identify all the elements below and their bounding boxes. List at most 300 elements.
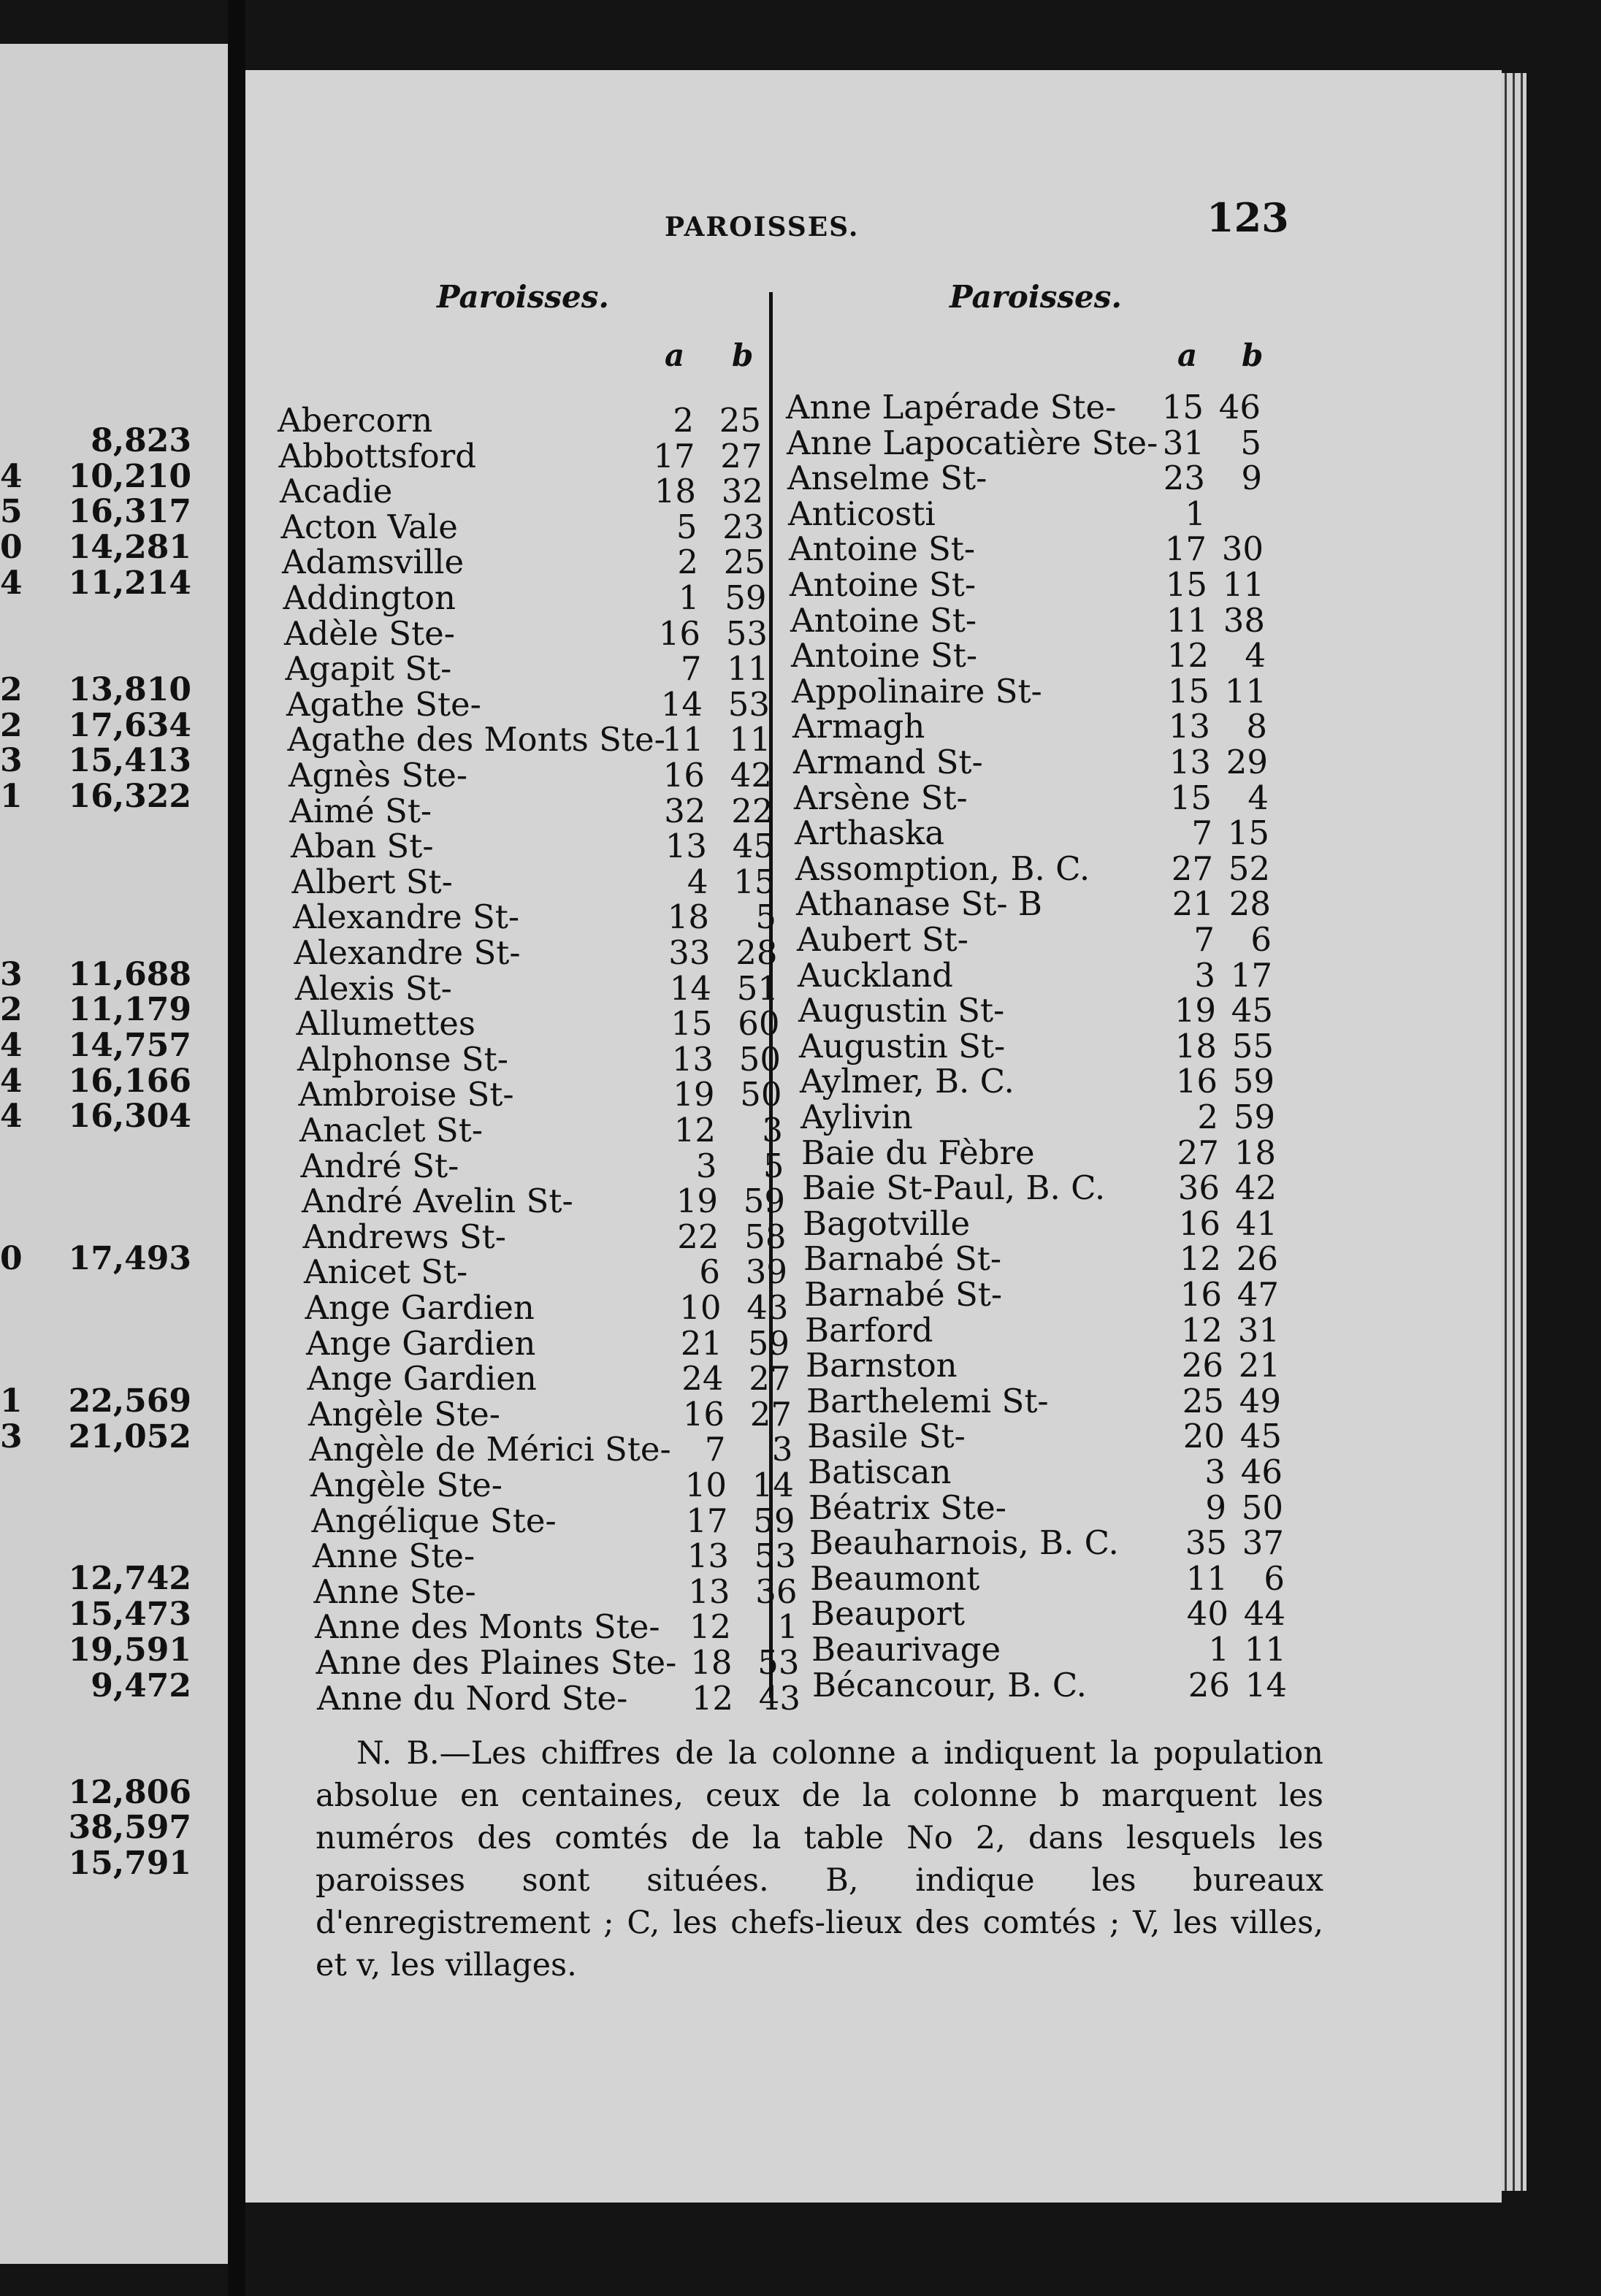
left-page-value: 12,742	[68, 1560, 191, 1598]
parish-row	[313, 1539, 817, 1574]
county-number-b: 60	[738, 1004, 780, 1044]
parish-row	[806, 1348, 1331, 1383]
parish-name: Abercorn	[278, 401, 433, 440]
right-col-a-header: a	[1177, 337, 1198, 373]
county-number-b: 36	[755, 1572, 798, 1611]
parish-row	[803, 1206, 1329, 1241]
parish-name: Antoine St-	[790, 565, 977, 604]
left-page-value: 11,688	[68, 955, 191, 993]
parish-row	[282, 545, 786, 580]
left-page-row	[0, 779, 191, 814]
left-page-value: 17,634	[68, 706, 191, 744]
left-page-row	[0, 1099, 191, 1134]
parish-row	[299, 1113, 803, 1148]
county-number-b: 15	[1227, 814, 1269, 853]
parish-row	[793, 745, 1319, 780]
population-a: 21	[680, 1323, 722, 1363]
left-page-stub: 2	[0, 991, 23, 1029]
population-a: 33	[668, 933, 711, 972]
parish-name: Ange Gardien	[305, 1288, 535, 1327]
county-number-b: 51	[736, 968, 779, 1008]
parish-row	[288, 722, 792, 757]
parish-name: Angélique Ste-	[311, 1501, 557, 1540]
county-number-b: 27	[720, 436, 763, 475]
population-a: 23	[1163, 459, 1205, 498]
county-number-b: 46	[1218, 388, 1261, 426]
population-a: 9	[1205, 1488, 1226, 1527]
parish-name: Aylivin	[800, 1098, 913, 1136]
county-number-b: 23	[722, 507, 765, 546]
parish-row	[304, 1252, 808, 1292]
parish-row	[280, 474, 784, 509]
parish-row	[286, 684, 790, 724]
left-page-value: 19,591	[68, 1631, 191, 1669]
parish-row	[311, 1501, 816, 1540]
population-a: 26	[1188, 1665, 1230, 1704]
population-a: 19	[673, 1075, 715, 1114]
parish-name: Barthelemi St-	[806, 1381, 1049, 1420]
left-column-heading: Paroisses.	[437, 279, 610, 315]
left-page-row	[0, 1135, 191, 1170]
parish-row	[296, 1004, 800, 1044]
county-number-b: 59	[1233, 1098, 1275, 1136]
population-a: 21	[1172, 884, 1214, 924]
county-number-b: 53	[754, 1537, 796, 1576]
county-number-b: 11	[1244, 1630, 1286, 1669]
parish-name: André Avelin St-	[302, 1182, 573, 1221]
county-number-b: 37	[1242, 1523, 1284, 1563]
county-number-b: 39	[745, 1252, 787, 1292]
parish-name: Aimé St-	[289, 791, 432, 830]
county-number-b: 59	[753, 1501, 795, 1540]
parish-row	[809, 1523, 1335, 1563]
parish-row	[294, 935, 798, 971]
left-page-value: 13,810	[68, 670, 191, 708]
population-a: 20	[1182, 1417, 1225, 1456]
parish-name: Albert St-	[291, 862, 453, 901]
parish-name: Alexis St-	[295, 968, 452, 1008]
population-a: 16	[1178, 1204, 1220, 1243]
parish-name: Béatrix Ste-	[809, 1488, 1006, 1527]
left-page-row	[0, 1491, 191, 1526]
population-a: 12	[673, 1111, 716, 1149]
left-page-value: 21,052	[68, 1417, 191, 1455]
left-page-row	[0, 708, 191, 743]
parish-name: Barnabé St-	[804, 1275, 1003, 1314]
population-a: 2	[673, 401, 694, 440]
left-page-row	[0, 1171, 191, 1206]
county-number-b: 58	[744, 1217, 787, 1256]
county-number-b: 38	[1223, 600, 1265, 640]
left-page-row	[0, 1740, 191, 1775]
population-a: 5	[676, 507, 698, 546]
parish-name: Antoine St-	[790, 600, 977, 640]
parish-row	[306, 1323, 810, 1363]
population-a: 18	[1174, 1026, 1217, 1065]
county-number-b: 59	[1232, 1062, 1275, 1101]
left-page-value: 8,823	[91, 422, 191, 459]
population-a: 35	[1185, 1523, 1227, 1563]
county-number-b: 45	[1239, 1417, 1282, 1456]
population-a: 7	[1193, 920, 1215, 959]
parish-row	[809, 1488, 1334, 1527]
population-a: 25	[1182, 1381, 1224, 1420]
parish-name: Anne Ste-	[313, 1572, 476, 1611]
parish-row	[811, 1594, 1337, 1634]
county-number-b: 11	[1224, 671, 1266, 711]
parish-row	[797, 922, 1323, 957]
population-a: 31	[1162, 423, 1204, 462]
parish-row	[291, 829, 795, 864]
left-page-value: 9,472	[91, 1666, 191, 1704]
parish-row	[795, 849, 1321, 888]
population-a: 17	[653, 436, 695, 475]
left-page-stub: 4	[0, 457, 23, 495]
parish-row	[810, 1558, 1336, 1598]
parish-name: Alexandre St-	[294, 933, 521, 972]
population-a: 36	[1177, 1168, 1220, 1208]
population-a: 16	[662, 756, 705, 795]
left-page-value: 12,806	[68, 1773, 191, 1811]
parish-row	[807, 1419, 1333, 1454]
county-number-b: 59	[725, 578, 767, 617]
population-a: 15	[1165, 565, 1207, 604]
population-a: 12	[691, 1678, 733, 1718]
parish-name: Angèle Ste-	[310, 1466, 503, 1504]
county-number-b: 29	[1226, 743, 1268, 781]
county-number-b: 59	[747, 1323, 790, 1363]
left-page-value: 17,493	[68, 1240, 191, 1278]
right-col-b-header: b	[1242, 337, 1264, 373]
county-number-b: 15	[733, 862, 776, 901]
parish-row	[310, 1432, 814, 1467]
left-page-value: 11,214	[68, 564, 191, 602]
county-number-b: 28	[735, 933, 778, 972]
parish-name: Agathe des Monts Ste-	[287, 720, 665, 759]
left-page-value: 16,317	[68, 493, 191, 531]
county-number-b: 25	[719, 401, 761, 440]
left-page-stub: 2	[0, 670, 23, 708]
parish-name: Armand St-	[793, 743, 983, 781]
parish-name: Bécancour, B. C.	[812, 1665, 1087, 1704]
population-a: 15	[1161, 388, 1204, 426]
parish-name: Beauport	[811, 1594, 966, 1634]
left-page-stub: 5	[0, 493, 23, 531]
population-a: 2	[677, 543, 698, 582]
population-a: 3	[1194, 955, 1215, 995]
county-number-b: 53	[727, 684, 770, 724]
parish-name: Agathe Ste-	[286, 684, 481, 724]
parish-name: Acton Vale	[280, 507, 458, 546]
parish-name: Beauharnois, B. C.	[809, 1523, 1119, 1563]
left-page-value: 10,210	[68, 457, 191, 495]
parish-row	[796, 884, 1322, 924]
parish-name: Allumettes	[296, 1004, 475, 1044]
county-number-b: 27	[749, 1394, 792, 1434]
left-page-stub: 4	[0, 1026, 23, 1064]
county-number-b: 55	[1231, 1026, 1274, 1065]
population-a: 27	[1171, 849, 1213, 888]
left-page-row	[0, 1064, 191, 1099]
parish-name: Anne Lapérade Ste-	[786, 388, 1117, 426]
parish-name: Angèle de Mérici Ste-	[309, 1430, 671, 1469]
left-page-row	[0, 1348, 191, 1383]
page-number: 123	[1207, 194, 1289, 241]
parish-name: Barford	[805, 1310, 933, 1350]
county-number-b: 14	[752, 1466, 794, 1504]
parish-name: Anaclet St-	[299, 1111, 484, 1149]
left-page-stub: 3	[0, 742, 23, 780]
county-number-b: 26	[1236, 1239, 1278, 1279]
parish-name: Anne du Nord Ste-	[317, 1678, 628, 1718]
county-number-b: 45	[1231, 991, 1273, 1030]
parish-name: Ange Gardien	[306, 1323, 536, 1363]
parish-row	[307, 1361, 811, 1396]
left-page-row	[0, 922, 191, 957]
parish-name: Agapit St-	[285, 649, 452, 689]
left-page-row	[0, 1241, 191, 1277]
left-page-value: 11,179	[68, 991, 191, 1029]
county-number-b: 28	[1229, 884, 1271, 924]
left-page-row	[0, 1775, 191, 1810]
population-a: 4	[687, 862, 708, 901]
left-page-row	[0, 670, 191, 708]
population-a: 12	[1180, 1310, 1223, 1350]
county-number-b: 5	[1240, 423, 1261, 462]
county-number-b: 6	[1250, 920, 1272, 959]
left-page-row	[0, 850, 191, 885]
parish-name: Aban St-	[291, 827, 434, 866]
county-number-b: 3	[771, 1430, 793, 1469]
parish-row	[278, 436, 783, 475]
county-number-b: 59	[743, 1182, 785, 1221]
parish-name: Anne Ste-	[313, 1537, 475, 1576]
parish-row	[302, 1184, 806, 1219]
county-number-b: 4	[1245, 636, 1266, 676]
county-number-b: 53	[725, 613, 768, 653]
county-number-b: 43	[746, 1288, 789, 1327]
parish-row	[299, 1077, 803, 1112]
left-page-fragment	[0, 44, 228, 2264]
parish-name: Adèle Ste-	[284, 613, 456, 653]
parish-name: Antoine St-	[791, 636, 978, 676]
parish-row	[792, 671, 1318, 711]
parish-row	[289, 758, 792, 793]
left-page-row	[0, 459, 191, 494]
left-page-row	[0, 637, 191, 672]
population-a: 15	[1169, 778, 1212, 817]
county-number-b: 42	[730, 756, 772, 795]
parish-row	[285, 649, 790, 689]
parish-name: Baie du Fèbre	[801, 1133, 1035, 1172]
left-page-row	[0, 1384, 191, 1419]
parish-row	[291, 862, 796, 901]
parish-name: Beaumont	[810, 1558, 980, 1598]
left-page-stub: 0	[0, 529, 23, 567]
population-a: 16	[658, 613, 700, 653]
parish-row	[283, 578, 787, 617]
county-number-b: 3	[762, 1111, 783, 1149]
parish-name: Beaurivage	[811, 1630, 1001, 1669]
left-page-row	[0, 1206, 191, 1241]
county-number-b: 42	[1234, 1168, 1277, 1208]
population-a: 18	[667, 898, 709, 937]
parish-row	[297, 1039, 801, 1079]
county-number-b: 49	[1239, 1381, 1281, 1420]
parish-name: Ambroise St-	[298, 1075, 514, 1114]
parish-row	[316, 1645, 820, 1680]
parish-row	[317, 1678, 821, 1718]
county-number-b: 22	[731, 791, 773, 830]
county-number-b: 9	[1241, 459, 1262, 498]
county-number-b: 8	[1246, 707, 1267, 746]
county-number-b: 30	[1221, 529, 1264, 569]
parish-row	[278, 403, 782, 438]
parish-row	[791, 636, 1317, 676]
parish-row	[786, 390, 1312, 425]
left-page-row	[0, 1561, 191, 1596]
left-page-stub: 0	[0, 1240, 23, 1278]
left-page-row	[0, 494, 191, 529]
left-page-row	[0, 602, 191, 637]
parish-row	[799, 1026, 1325, 1065]
population-a: 10	[684, 1466, 727, 1504]
left-page-row	[0, 1846, 191, 1881]
parish-name: Anne des Plaines Ste-	[316, 1643, 677, 1682]
population-a: 11	[1166, 600, 1208, 640]
left-page-value: 14,281	[68, 529, 191, 567]
population-a: 10	[679, 1288, 722, 1327]
parish-row	[302, 1217, 807, 1256]
population-a: 12	[1179, 1239, 1221, 1279]
parish-name: Acadie	[280, 472, 393, 511]
left-col-b-header: b	[732, 337, 754, 373]
parish-name: Augustin St-	[798, 991, 1005, 1030]
county-number-b: 4	[1247, 778, 1269, 817]
population-a: 26	[1181, 1346, 1223, 1385]
parish-name: Anne des Monts Ste-	[315, 1607, 660, 1647]
parish-name: Baie St-Paul, B. C.	[802, 1168, 1106, 1208]
parish-name: Agnès Ste-	[289, 756, 468, 795]
left-page-stub: 4	[0, 564, 23, 602]
county-number-b: 45	[732, 827, 774, 866]
population-a: 14	[660, 684, 703, 724]
parish-row	[805, 1310, 1331, 1350]
left-page-stub: 2	[0, 706, 23, 744]
parish-name: Arsène St-	[794, 778, 968, 817]
county-number-b: 44	[1243, 1594, 1285, 1634]
county-number-b: 21	[1238, 1346, 1280, 1385]
population-a: 17	[686, 1501, 728, 1540]
parish-name: Batiscan	[808, 1453, 952, 1491]
parish-row	[308, 1394, 812, 1434]
parish-name: Andrews St-	[302, 1217, 506, 1256]
left-page-value: 15,413	[68, 742, 191, 780]
left-page-row	[0, 1666, 191, 1704]
left-page-value: 16,166	[68, 1062, 191, 1100]
parish-row	[280, 507, 785, 546]
parish-row	[790, 600, 1316, 640]
left-page-row	[0, 1597, 191, 1632]
population-a: 1	[678, 578, 700, 617]
county-number-b: 6	[1264, 1558, 1285, 1598]
parish-name: Anselme St-	[787, 459, 987, 498]
county-number-b: 5	[755, 898, 776, 937]
county-number-b: 52	[1228, 849, 1270, 888]
left-page-stub: 3	[0, 955, 23, 993]
parish-row	[295, 968, 799, 1008]
left-page-row	[0, 1313, 191, 1348]
left-page-number-column	[0, 424, 197, 2030]
county-number-b: 18	[1234, 1133, 1276, 1172]
population-a: 7	[1191, 814, 1212, 853]
population-a: 2	[1197, 1098, 1218, 1136]
population-a: 15	[1167, 671, 1210, 711]
population-a: 3	[695, 1146, 717, 1185]
left-page-stub: 4	[0, 1062, 23, 1100]
population-a: 18	[654, 472, 696, 511]
population-a: 19	[676, 1182, 718, 1221]
left-page-row	[0, 992, 191, 1028]
running-head: PAROISSES.	[665, 212, 860, 242]
population-a: 40	[1186, 1594, 1229, 1634]
parish-name: Bagotville	[803, 1204, 971, 1243]
left-page-row	[0, 566, 191, 601]
population-a: 6	[699, 1252, 720, 1292]
population-a: 24	[681, 1359, 724, 1398]
left-page-stub: 1	[0, 778, 23, 815]
parish-row	[811, 1632, 1337, 1667]
county-number-b: 47	[1237, 1275, 1279, 1314]
county-number-b: 27	[749, 1359, 791, 1398]
left-page-row	[0, 743, 191, 778]
parish-row	[293, 900, 797, 935]
left-page-row	[0, 1526, 191, 1561]
county-number-b: 50	[738, 1039, 781, 1079]
left-page-value: 38,597	[68, 1809, 191, 1847]
population-a: 1	[1208, 1630, 1229, 1669]
population-a: 27	[1177, 1133, 1219, 1172]
county-number-b: 11	[1222, 565, 1264, 604]
parish-name: Angèle Ste-	[308, 1394, 500, 1434]
left-col-a-header: a	[665, 337, 685, 373]
parish-row	[792, 709, 1318, 744]
parish-name: Addington	[283, 578, 456, 617]
parish-row	[800, 1100, 1326, 1135]
population-a: 13	[1169, 743, 1211, 781]
parish-name: Auckland	[798, 955, 953, 995]
book-gutter	[228, 0, 245, 2296]
county-number-b: 1	[777, 1607, 798, 1647]
left-page-row	[0, 1704, 191, 1739]
population-a: 13	[687, 1537, 729, 1576]
parish-name: Assomption, B. C.	[795, 849, 1090, 888]
county-number-b: 46	[1240, 1453, 1283, 1491]
county-number-b: 53	[757, 1643, 800, 1682]
parish-name: Antoine St-	[789, 529, 976, 569]
population-a: 15	[670, 1004, 713, 1044]
population-a: 17	[1164, 529, 1207, 569]
parish-name: Athanase St- B	[796, 884, 1042, 924]
parish-name: Appolinaire St-	[792, 671, 1042, 711]
parish-row	[789, 529, 1315, 569]
parish-row	[795, 816, 1321, 851]
left-page-value: 15,791	[68, 1845, 191, 1882]
left-page-row	[0, 1417, 191, 1455]
parish-row	[305, 1290, 809, 1325]
population-a: 12	[689, 1607, 731, 1647]
parish-name: Barnabé St-	[803, 1239, 1002, 1279]
